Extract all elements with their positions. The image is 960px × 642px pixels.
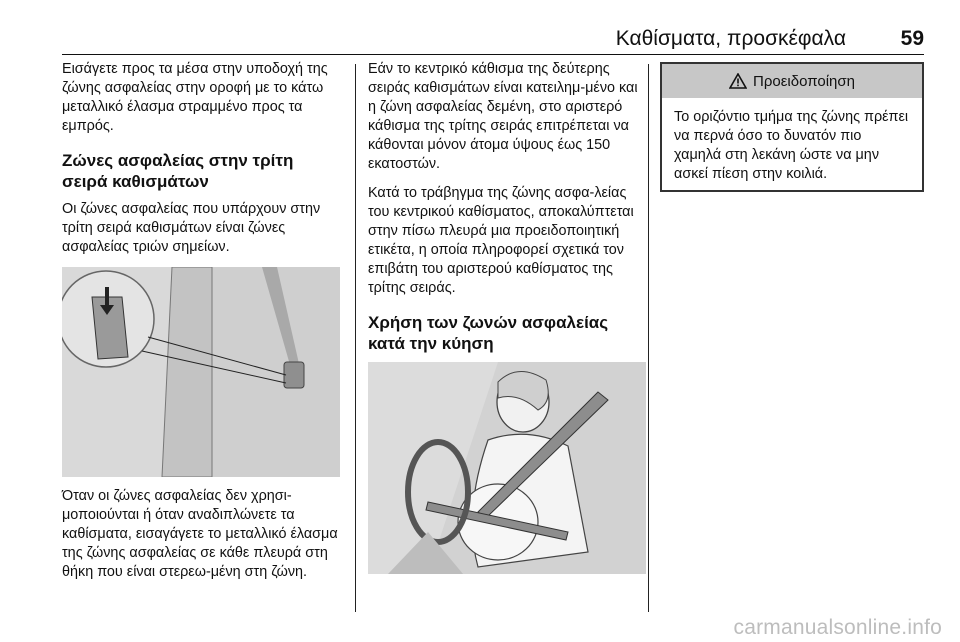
- watermark: carmanualsonline.info: [733, 616, 942, 639]
- heading-third-row-belts: Ζώνες ασφαλείας στην τρίτη σειρά καθισμάτων: [62, 151, 294, 191]
- paragraph-three-point-belts: Οι ζώνες ασφαλείας που υπάρχουν στην τρίτη σειρά καθισμάτων είναι ζώνες ασφαλείας τριών σημείων.: [62, 201, 321, 255]
- paragraph-center-seat-rule: Εάν το κεντρικό κάθισμα της δεύτερης σειράς καθισμάτων είναι κατειλημ-μένο και η ζώνη ασφαλείας δεμένη, στο αριστερό κάθισμα της τρίτης σειράς επιτρέπεται να κάθονται μόνον άτομα ύψους έως 150 εκατοστών.: [368, 61, 638, 172]
- warning-text: Το οριζόντιο τμήμα της ζώνης πρέπει να περνά όσο το δυνατόν πιο χαμηλά στη λεκάνη ώστε να μην ασκεί πίεση στην κοιλιά.: [674, 109, 909, 182]
- page-number: 59: [900, 27, 924, 50]
- warning-box: [660, 62, 924, 192]
- pregnant-driver-illustration: [368, 362, 646, 574]
- text-column-1: [62, 60, 342, 592]
- warning-title: Προειδοποίηση: [753, 72, 855, 90]
- column-divider-2: [648, 64, 649, 612]
- warning-header: [662, 64, 922, 98]
- text-column-2: [368, 60, 648, 584]
- page-title: Καθίσματα, προσκέφαλα: [615, 27, 846, 50]
- header-divider: [62, 54, 924, 55]
- column-divider-1: [355, 64, 356, 612]
- warning-triangle-icon: [729, 73, 747, 89]
- page-header: [62, 0, 924, 52]
- paragraph-warning-label: Κατά το τράβηγμα της ζώνης ασφα-λείας του κεντρικού καθίσματος, αποκαλύπτεται στην πίσω πλευρά μια προειδοποιητική ετικέτα, η οποία πληροφορεί σχετικά τον επιβάτη του αριστερού καθίσματος της τρίτης σειράς.: [368, 185, 634, 296]
- heading-pregnancy-use: Χρήση των ζωνών ασφαλείας κατά την κύηση: [368, 313, 609, 353]
- paragraph-stow-tongue: Όταν οι ζώνες ασφαλείας δεν χρησι-μοποιούνται ή όταν αναδιπλώνετε τα καθίσματα, εισαγάγετε το μεταλλικό έλασμα της ζώνης ασφαλείας σε κάθε πλευρά στη θήκη που είναι στερεω-μένη στη ζώνη.: [62, 488, 338, 580]
- paragraph-insert-tongue: Εισάγετε προς τα μέσα στην υποδοχή της ζώνης ασφαλείας στην οροφή με το κάτω μεταλλικό έλασμα στραμμένο προς τα εμπρός.: [62, 61, 328, 134]
- seatbelt-holder-illustration: [62, 267, 340, 477]
